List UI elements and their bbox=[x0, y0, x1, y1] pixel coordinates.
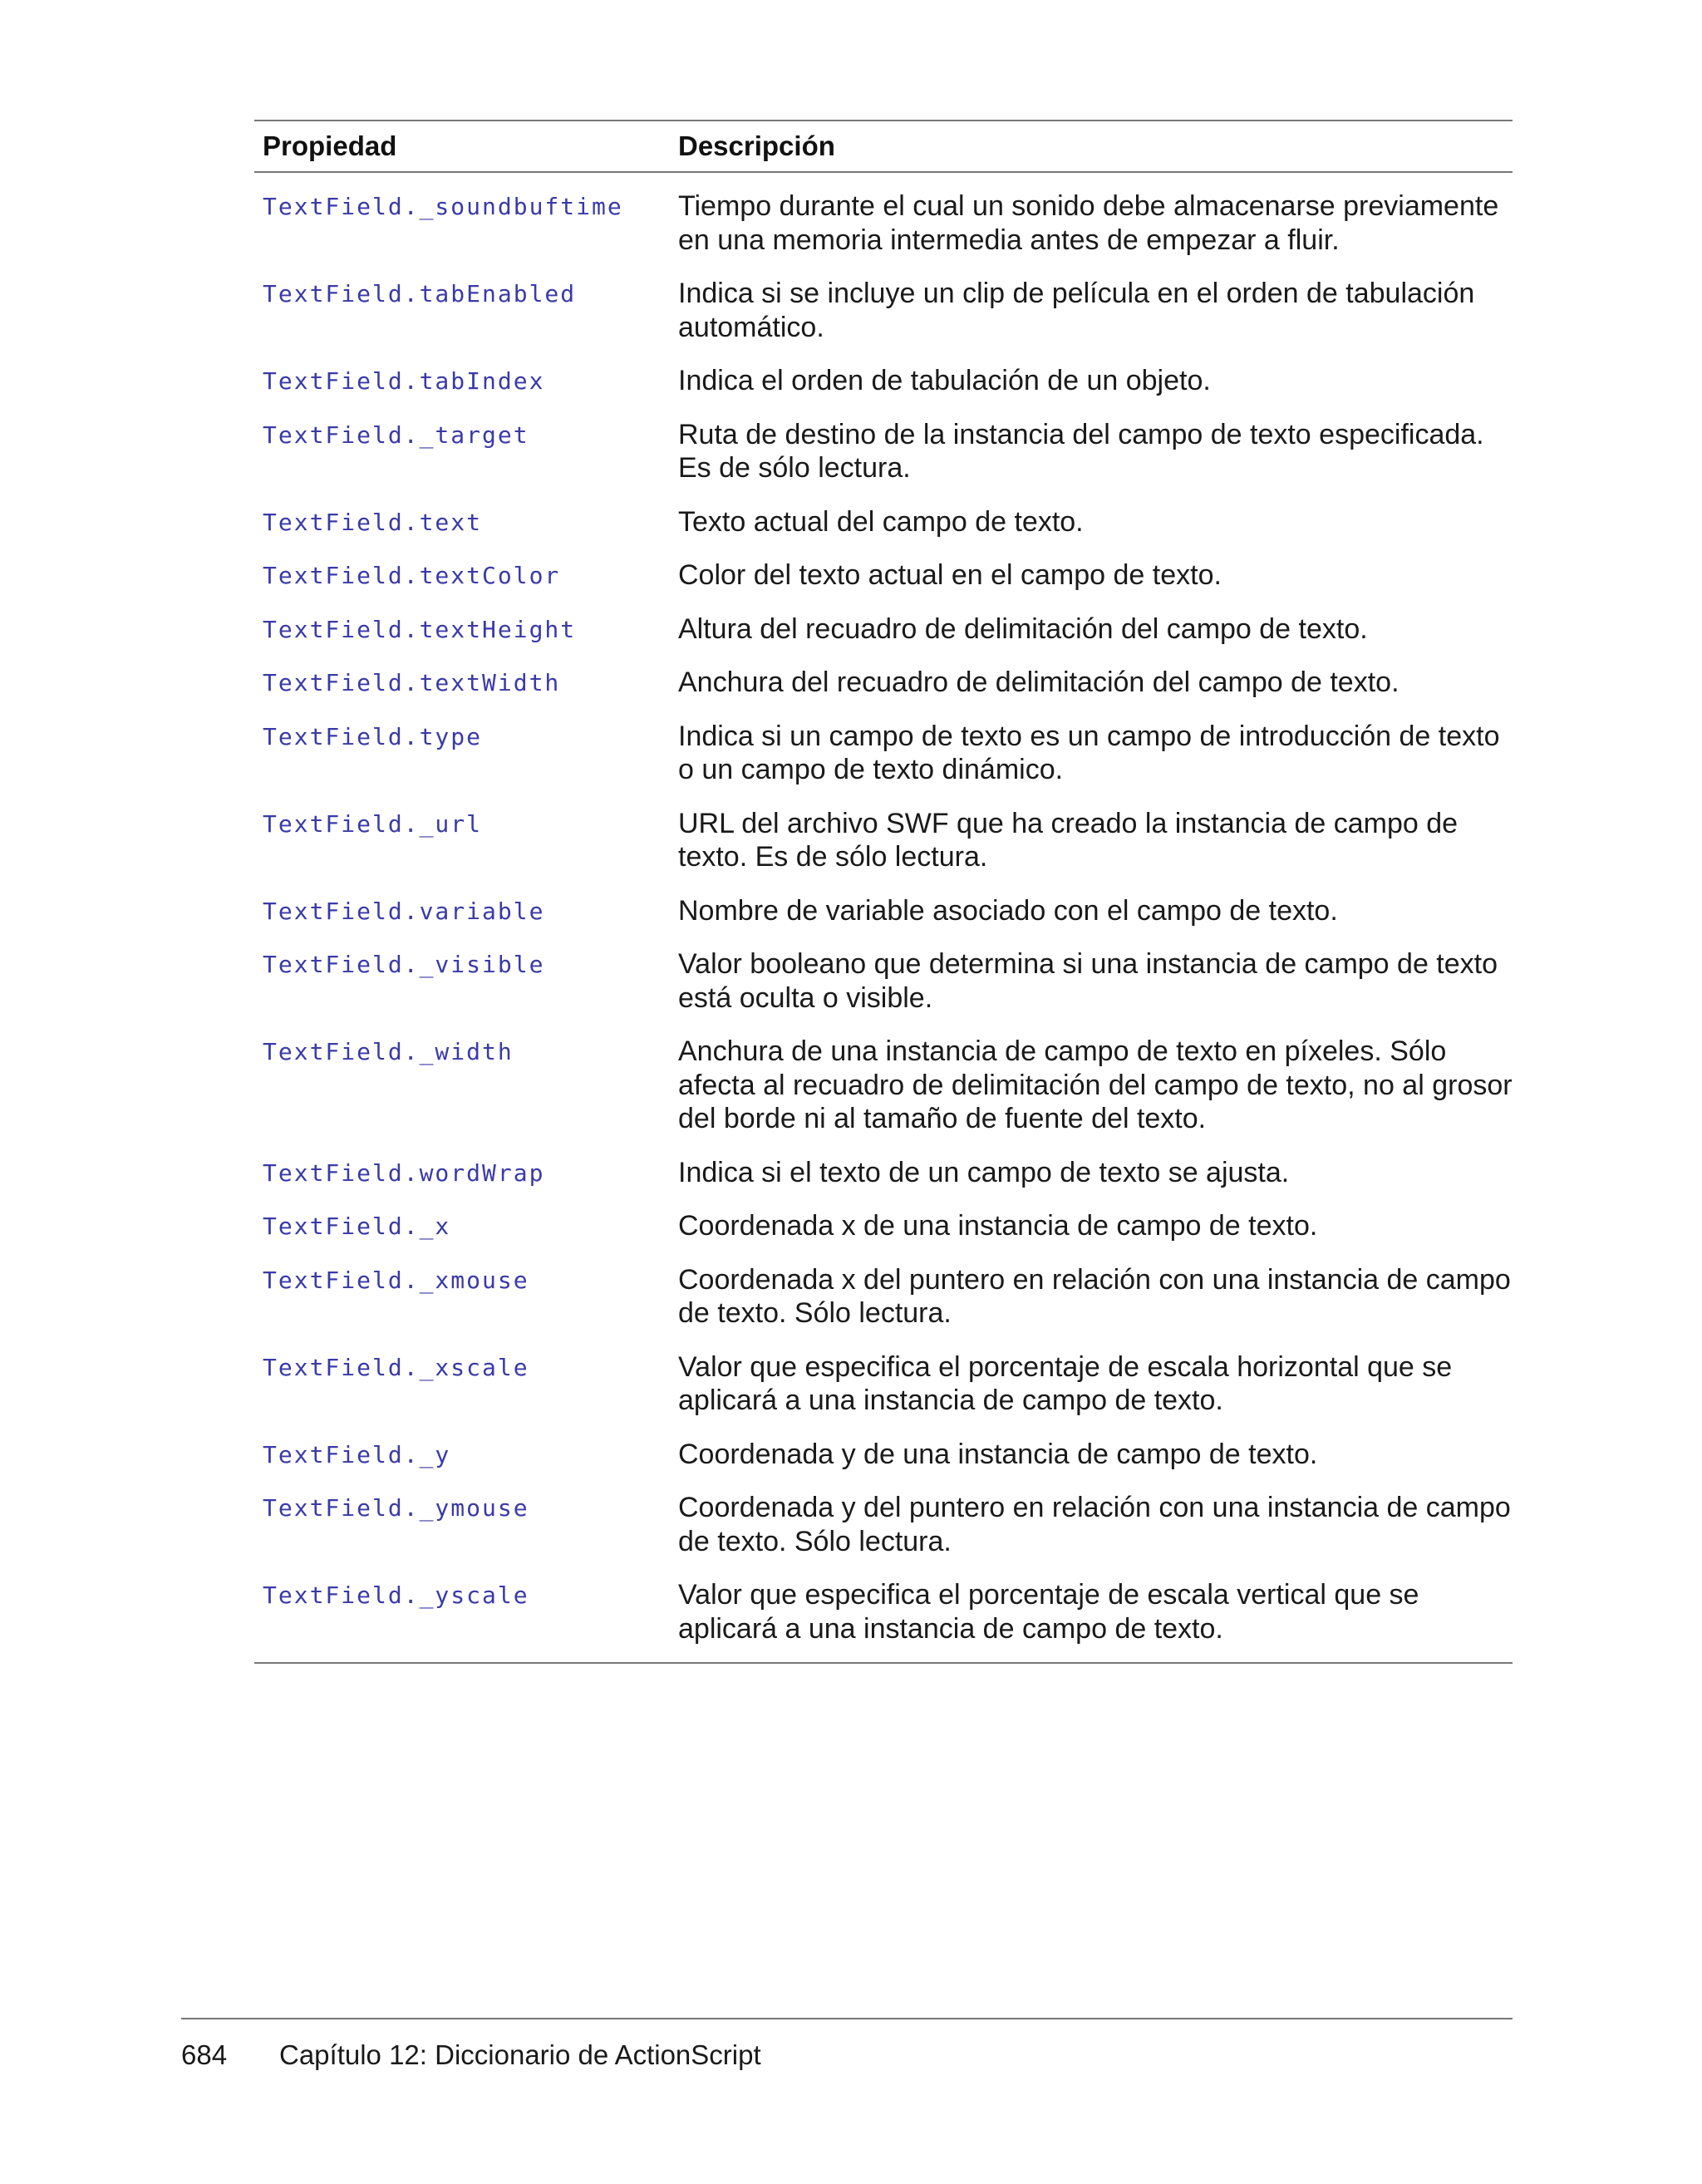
property-name: TextField._ymouse bbox=[263, 1494, 529, 1522]
property-name: TextField._soundbuftime bbox=[263, 193, 623, 220]
property-name: TextField.wordWrap bbox=[263, 1158, 545, 1187]
table-row bbox=[254, 1428, 1513, 1482]
table-row bbox=[254, 710, 1513, 797]
footer-divider bbox=[181, 2018, 1513, 2019]
table-row bbox=[254, 354, 1513, 408]
property-name: TextField.textWidth bbox=[263, 669, 561, 696]
property-name: TextField.tabEnabled bbox=[263, 280, 577, 307]
property-description: Indica si un campo de texto es un campo de introducción de texto o un campo de texto dinámico. bbox=[678, 720, 1500, 785]
property-description: Tiempo durante el cual un sonido debe almacenarse previamente en una memoria intermedia antes de empezar a fluir. bbox=[678, 190, 1499, 256]
table-row bbox=[254, 1340, 1513, 1428]
property-name: TextField.variable bbox=[263, 897, 545, 925]
table-row bbox=[254, 797, 1513, 884]
property-description: Color del texto actual en el campo de texto. bbox=[678, 559, 1222, 591]
property-description: Texto actual del campo de texto. bbox=[678, 505, 1084, 538]
property-description: Valor que especifica el porcentaje de escala horizontal que se aplicará a una instancia de campo de texto. bbox=[678, 1350, 1453, 1416]
table-body bbox=[254, 173, 1513, 1664]
property-description: Coordenada y del puntero en relación con una instancia de campo de texto. Sólo lectura. bbox=[678, 1492, 1511, 1557]
table-row bbox=[254, 1253, 1513, 1340]
property-name: TextField._x bbox=[263, 1213, 451, 1240]
property-name: TextField._target bbox=[263, 421, 529, 449]
table-row bbox=[254, 495, 1513, 549]
property-name: TextField.textHeight bbox=[263, 615, 577, 643]
table-row bbox=[254, 1199, 1513, 1253]
table-row bbox=[254, 548, 1513, 603]
table-row bbox=[254, 603, 1513, 657]
property-description: Indica el orden de tabulación de un objeto. bbox=[678, 365, 1211, 396]
table-row bbox=[254, 1481, 1513, 1568]
property-description: Anchura del recuadro de delimitación del campo de texto. bbox=[678, 667, 1399, 698]
property-description: Indica si el texto de un campo de texto se ajusta. bbox=[678, 1156, 1290, 1188]
property-description: Altura del recuadro de delimitación del campo de texto. bbox=[678, 612, 1368, 645]
property-description: URL del archivo SWF que ha creado la instancia de campo de texto. Es de sólo lectura. bbox=[678, 807, 1459, 873]
header-property: Propiedad bbox=[263, 130, 397, 161]
property-description: Coordenada y de una instancia de campo de texto. bbox=[678, 1438, 1318, 1470]
property-name: TextField._xmouse bbox=[263, 1266, 529, 1294]
page-number: 684 bbox=[181, 2039, 228, 2070]
property-name: TextField.tabIndex bbox=[263, 367, 545, 395]
chapter-title: Capítulo 12: Diccionario de ActionScript bbox=[279, 2039, 761, 2070]
property-description: Coordenada x del puntero en relación con una instancia de campo de texto. Sólo lectura. bbox=[678, 1263, 1511, 1329]
property-name: TextField._yscale bbox=[263, 1581, 529, 1609]
property-name: TextField._y bbox=[263, 1440, 451, 1468]
property-name: TextField._visible bbox=[263, 951, 545, 978]
table-row bbox=[254, 408, 1513, 495]
table-row bbox=[254, 267, 1513, 354]
table-row bbox=[254, 1146, 1513, 1200]
property-name: TextField._url bbox=[263, 809, 483, 838]
property-description: Valor que especifica el porcentaje de escala vertical que se aplicará a una instancia de campo de texto. bbox=[678, 1579, 1419, 1645]
table-row bbox=[254, 1025, 1513, 1146]
property-description: Ruta de destino de la instancia del campo de texto especificada. Es de sólo lectura. bbox=[678, 418, 1484, 484]
property-name: TextField.type bbox=[263, 722, 483, 750]
table-row bbox=[254, 1568, 1513, 1655]
property-description: Anchura de una instancia de campo de texto en píxeles. Sólo afecta al recuadro de delimitación del campo de texto, no al grosor del borde ni al tamaño de fuente del texto. bbox=[678, 1035, 1513, 1134]
property-description: Coordenada x de una instancia de campo de texto. bbox=[678, 1210, 1318, 1242]
property-name: TextField.textColor bbox=[263, 562, 561, 589]
table-row bbox=[254, 656, 1513, 710]
property-name: TextField._xscale bbox=[263, 1353, 529, 1381]
page-footer bbox=[181, 2039, 761, 2071]
header-description: Descripción bbox=[678, 130, 835, 161]
property-description: Indica si se incluye un clip de película en el orden de tabulación automático. bbox=[678, 278, 1475, 343]
table-row bbox=[254, 884, 1513, 938]
properties-table bbox=[254, 120, 1513, 1664]
table-row bbox=[254, 937, 1513, 1025]
property-description: Valor booleano que determina si una instancia de campo de texto está oculta o visible. bbox=[678, 948, 1498, 1014]
table-header bbox=[254, 120, 1513, 173]
property-description: Nombre de variable asociado con el campo de texto. bbox=[678, 894, 1338, 927]
property-name: TextField._width bbox=[263, 1038, 514, 1065]
table-row bbox=[254, 180, 1513, 267]
property-name: TextField.text bbox=[263, 508, 483, 536]
